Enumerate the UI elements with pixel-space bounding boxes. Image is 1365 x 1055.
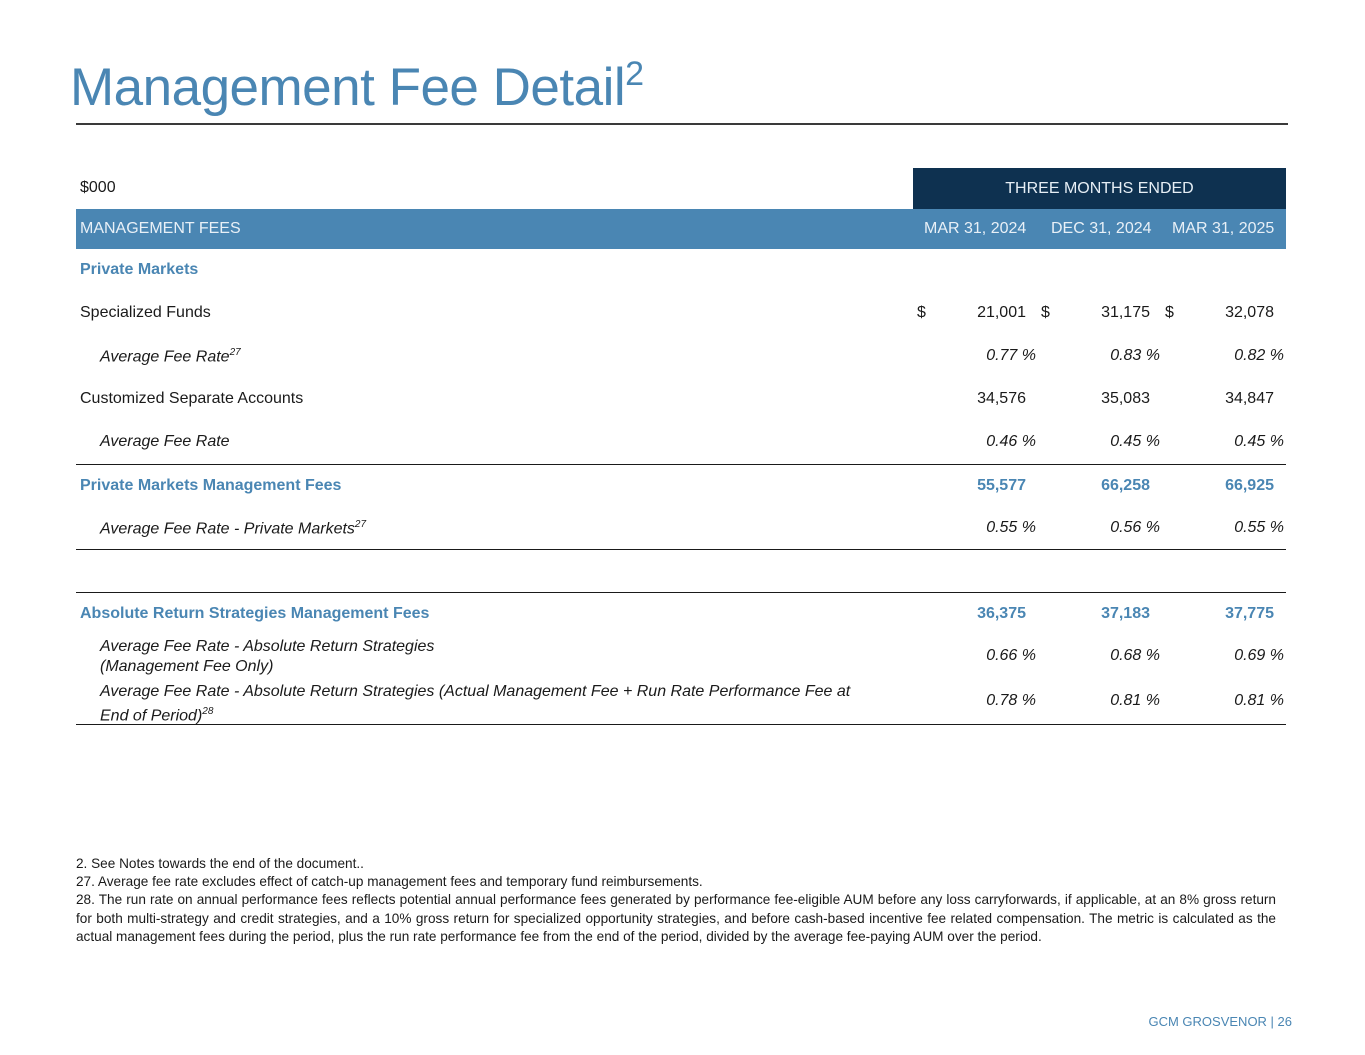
value-mar-2024: 0.46 % [986, 433, 1036, 450]
value-mar-2025: 37,775 [1225, 605, 1274, 622]
column-header-dec-2024: DEC 31, 2024 [1051, 220, 1152, 237]
management-fee-table [76, 168, 1286, 725]
value-dec-2024: 31,175 [1101, 304, 1150, 321]
table-row-private-markets-fee-rate [76, 507, 1286, 550]
value-dec-2024: 0.68 % [1110, 647, 1160, 664]
currency-symbol: $ [1165, 304, 1174, 321]
page-title: Management Fee Detail$^2$ [70, 55, 644, 117]
table-header-row [76, 168, 1286, 209]
currency-symbol: $ [917, 304, 926, 321]
row-label: Average Fee Rate$^{27}$ [100, 347, 241, 366]
row-label: Private Markets Management Fees [80, 477, 342, 494]
section-gap [76, 550, 1286, 592]
value-mar-2024: 21,001 [977, 304, 1026, 321]
column-header-mar-2024: MAR 31, 2024 [924, 220, 1027, 237]
footnote-27: 27. Average fee rate excludes effect of catch-up management fees and temporary fund reimbursements. [76, 874, 703, 890]
row-label: Specialized Funds [80, 304, 211, 321]
table-row-specialized-fee-rate [76, 335, 1286, 378]
value-dec-2024: 37,183 [1101, 605, 1150, 622]
value-mar-2025: 32,078 [1225, 304, 1274, 321]
row-label: Average Fee Rate - Absolute Return Strategies (Management Fee Only) [100, 638, 435, 675]
value-mar-2024: 0.55 % [986, 519, 1036, 536]
value-dec-2024: 0.83 % [1110, 347, 1160, 364]
three-months-ended-header: THREE MONTHS ENDED [913, 168, 1286, 209]
table-row-specialized-funds [76, 292, 1286, 335]
value-mar-2025: 0.45 % [1234, 433, 1284, 450]
row-label: Absolute Return Strategies Management Fees [80, 605, 430, 622]
table-row-customized-separate-accounts [76, 378, 1286, 421]
footnote-2: 2. See Notes towards the end of the document.. [76, 856, 364, 871]
row-label: Customized Separate Accounts [80, 390, 304, 407]
value-mar-2025: 34,847 [1225, 390, 1274, 407]
management-fees-band [76, 209, 1286, 249]
currency-symbol: $ [1041, 304, 1050, 321]
value-mar-2024: 36,375 [977, 605, 1026, 622]
value-dec-2024: 66,258 [1101, 477, 1150, 494]
value-mar-2025: 0.69 % [1234, 647, 1284, 664]
table-row-private-markets-total [76, 464, 1286, 507]
value-mar-2024: 0.78 % [986, 692, 1036, 709]
value-mar-2025: 0.81 % [1234, 692, 1284, 709]
footnote-28: 28. The run rate on annual performance fees reflects potential annual performance fees generated by performance fee-eligible AUM before any loss carryforwards, if applicable, at an 8% gross return for both multi-strategy and credit strategies, and a 10% gross return for specialized opportunity strategies, and before cash-based incentive fee related compensation. The metric is calculated as the actual management fees during the period, plus the run rate performance fee from the end of the period, divided by the average fee-paying AUM over the period. [76, 892, 1276, 944]
value-mar-2025: 66,925 [1225, 477, 1274, 494]
row-label: Average Fee Rate [100, 433, 230, 450]
value-mar-2024: 34,576 [977, 390, 1026, 407]
value-mar-2024: 0.77 % [986, 347, 1036, 364]
value-mar-2024: 55,577 [977, 477, 1026, 494]
footnotes [76, 855, 1276, 946]
row-label: Average Fee Rate - Absolute Return Strategies (Actual Management Fee + Run Rate Performance Fee at End of Period)$^{28}$ [100, 683, 851, 725]
column-header-mar-2025: MAR 31, 2025 [1172, 220, 1275, 237]
band-label: MANAGEMENT FEES [80, 220, 241, 237]
page-footer: GCM GROSVENOR | 26 [1148, 1014, 1292, 1029]
value-dec-2024: 0.45 % [1110, 433, 1160, 450]
row-label: Average Fee Rate - Private Markets$^{27}$ [100, 519, 367, 538]
value-dec-2024: 0.81 % [1110, 692, 1160, 709]
table-row-absolute-return-total [76, 592, 1286, 635]
value-dec-2024: 35,083 [1101, 390, 1150, 407]
unit-label: $000 [80, 179, 116, 196]
value-dec-2024: 0.56 % [1110, 519, 1160, 536]
table-row-ars-fee-rate-with-performance [76, 680, 1286, 725]
title-footnote-ref: 2 [625, 55, 644, 93]
table-row-ars-fee-rate-mgmt-only [76, 635, 1286, 680]
section-private-markets: Private Markets [80, 261, 199, 278]
value-mar-2025: 0.55 % [1234, 519, 1284, 536]
value-mar-2024: 0.66 % [986, 647, 1036, 664]
title-divider [76, 123, 1288, 125]
table-row-csa-fee-rate [76, 421, 1286, 464]
value-mar-2025: 0.82 % [1234, 347, 1284, 364]
